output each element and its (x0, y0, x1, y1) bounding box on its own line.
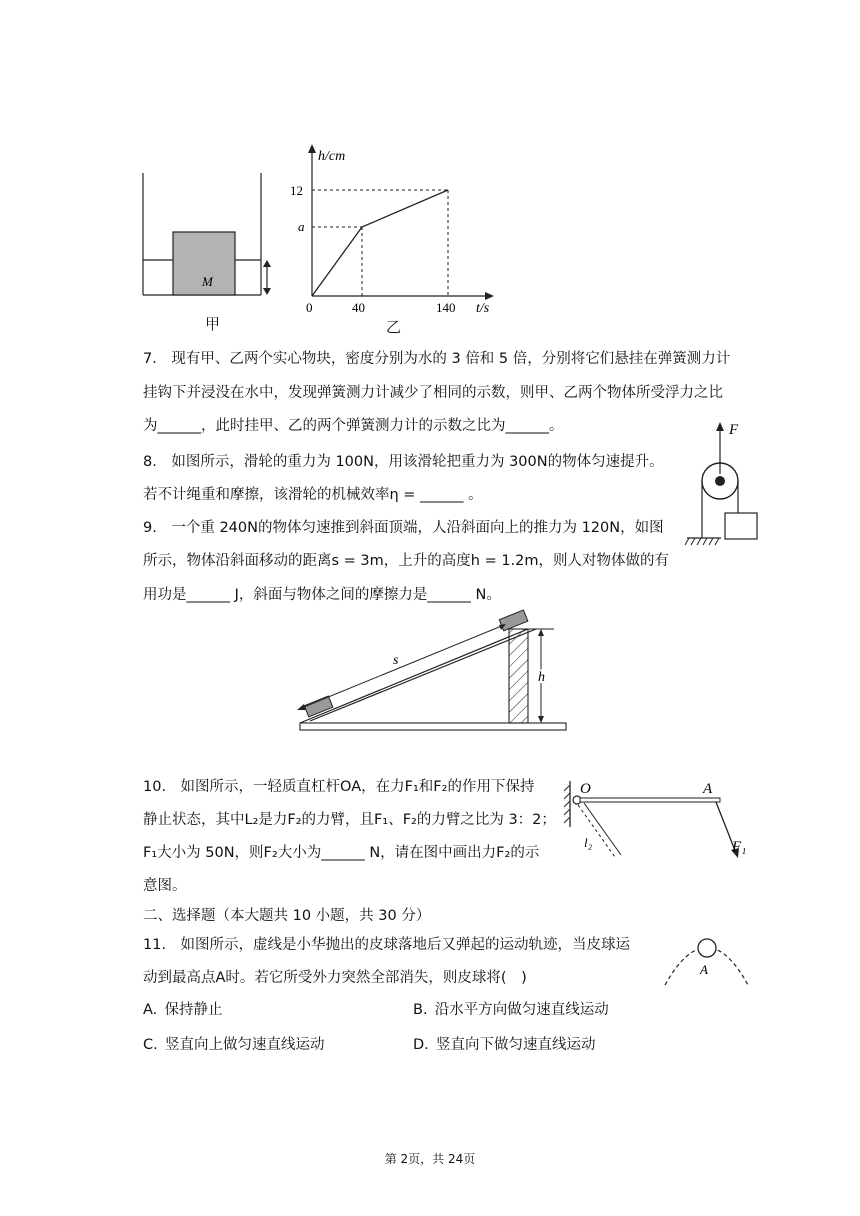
force-f-label: F (729, 422, 739, 438)
pulley-figure (683, 418, 793, 550)
q11-line-2: 动到最高点A时。若它所受外力突然全部消失，则皮球将( ) (143, 970, 527, 986)
option-c[interactable]: C. 竖直向上做匀速直线运动 (143, 1037, 325, 1053)
box-top (499, 610, 528, 631)
ball-a-label: A (700, 962, 708, 977)
block-m-label: M (202, 274, 213, 289)
s-label: s (393, 653, 399, 668)
q9-line-3: 用功是______ J，斜面与物体之间的摩擦力是______ N。 (143, 587, 501, 603)
incline-figure (288, 605, 573, 735)
q7-line-2: 挂钩下并浸没在水中，发现弹簧测力计减少了相同的示数，则甲、乙两个物体所受浮力之比 (143, 385, 723, 401)
q7-line-3: 为______，此时挂甲、乙的两个弹簧测力计的示数之比为______。 (143, 418, 564, 434)
y-tick-a: a (298, 219, 305, 234)
h-t-curve (312, 190, 448, 296)
option-b[interactable]: B. 沿水平方向做匀速直线运动 (413, 1002, 609, 1018)
beaker-figure (135, 168, 285, 303)
q8-line-1: 8. 如图所示，滑轮的重力为 100N，用该滑轮把重力为 300N的物体匀速提升。 (143, 454, 664, 470)
h-label: h (538, 670, 545, 685)
lever-l2-label: l₂ (584, 835, 593, 850)
ball-trajectory-figure (660, 930, 755, 990)
ball (698, 939, 716, 957)
caption-jia: 甲 (205, 315, 221, 333)
weight-block (725, 513, 757, 539)
q8-line-2: 若不计绳重和摩擦，该滑轮的机械效率η = ______ 。 (143, 487, 483, 503)
q7-line-1: 7. 现有甲、乙两个实心物块，密度分别为水的 3 倍和 5 倍，分别将它们悬挂在弹簧测力计 (143, 351, 731, 367)
page-footer: 第 2页，共 24页 (384, 1152, 476, 1166)
lever-a-label: A (703, 781, 713, 797)
q10-line-4: 意图。 (143, 878, 187, 894)
y-axis-label: h/cm (318, 149, 346, 164)
h-t-graph (290, 140, 510, 320)
x-tick-140: 140 (436, 300, 456, 315)
q10-line-1: 10. 如图所示，一轻质直杠杆OA，在力F₁和F₂的作用下保持 (143, 779, 535, 795)
q9-line-2: 所示，物体沿斜面移动的距离s = 3m，上升的高度h = 1.2m，则人对物体做的有 (143, 553, 670, 569)
lever-o-label: O (580, 781, 591, 797)
q9-line-1: 9. 一个重 240N的物体匀速推到斜面顶端，人沿斜面向上的推力为 120N，如图 (143, 520, 664, 536)
x-axis-label: t/s (476, 301, 490, 316)
q11-line-1: 11. 如图所示，虚线是小华抛出的皮球落地后又弹起的运动轨迹，当皮球运 (143, 937, 631, 953)
lever-figure (560, 775, 760, 870)
option-d[interactable]: D. 竖直向下做匀速直线运动 (413, 1037, 596, 1053)
caption-yi: 乙 (386, 318, 402, 336)
lever-bar (580, 798, 720, 802)
section-2-title: 二、选择题（本大题共 10 小题，共 30 分） (143, 908, 431, 924)
option-a[interactable]: A. 保持静止 (143, 1002, 223, 1018)
x-tick-40: 40 (352, 300, 365, 315)
x-tick-0: 0 (306, 300, 313, 315)
q10-line-2: 静止状态，其中L₂是力F₂的力臂，且F₁、F₂的力臂之比为 3：2； (143, 812, 556, 828)
y-tick-12: 12 (290, 183, 303, 198)
q10-line-3: F₁大小为 50N，则F₂大小为______ N，请在图中画出力F₂的示 (143, 845, 540, 861)
lever-f1-label: F₁ (732, 839, 747, 855)
